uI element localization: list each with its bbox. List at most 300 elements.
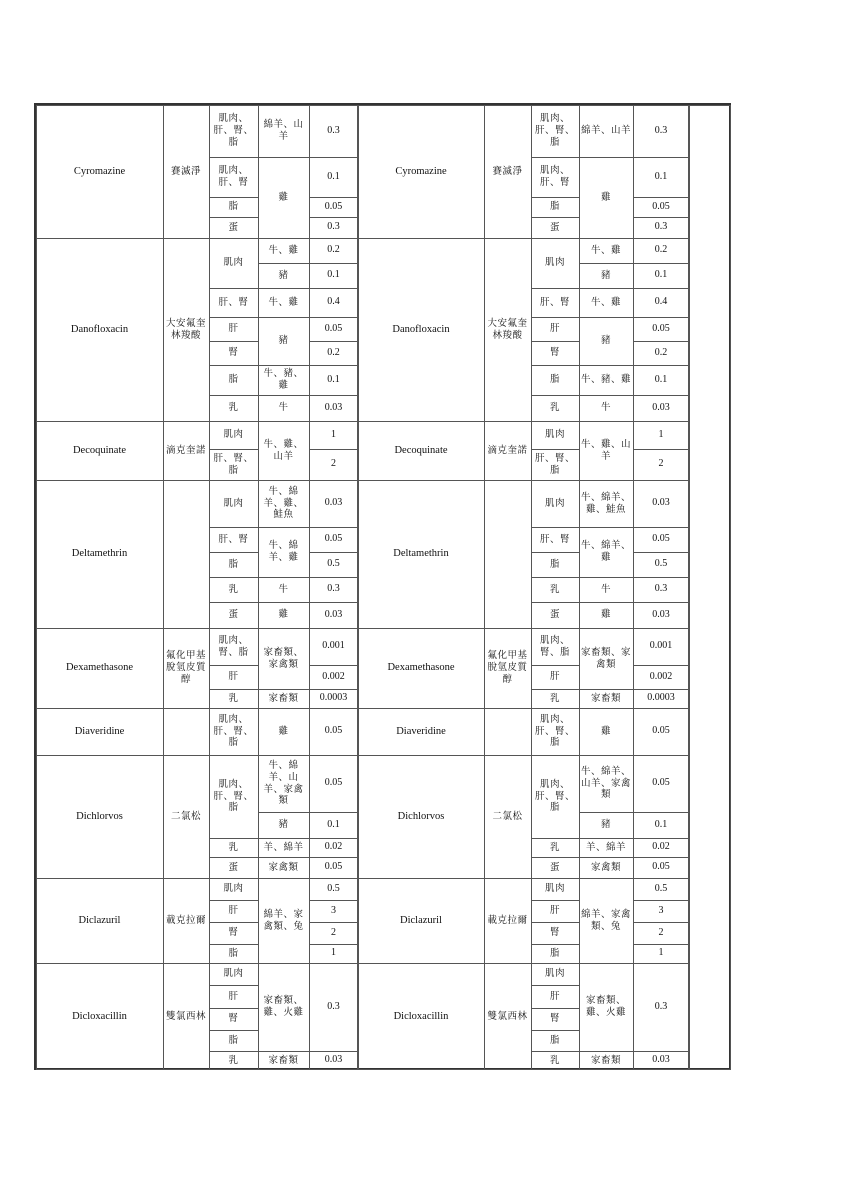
tissue-cell-text: 腎	[549, 1013, 560, 1025]
tissue-cell	[211, 878, 256, 900]
limit-value-cell-text: 1	[658, 428, 664, 440]
tissue-cell	[533, 552, 577, 577]
tissue-cell	[211, 838, 256, 857]
grid-vline	[309, 105, 310, 238]
tissue-cell	[533, 421, 577, 449]
limit-value-cell-text: 0.5	[654, 558, 668, 570]
tissue-cell	[211, 985, 256, 1008]
limit-value-cell	[635, 665, 687, 689]
limit-value-cell	[311, 157, 356, 197]
limit-value-cell	[311, 689, 356, 708]
species-cell	[260, 365, 307, 395]
grid-vline	[258, 708, 259, 755]
limit-value-cell-text: 0.05	[652, 777, 670, 789]
limit-value-cell	[635, 689, 687, 708]
tissue-cell-text: 脂	[549, 1034, 560, 1046]
tissue-cell	[533, 395, 577, 421]
tissue-cell	[533, 449, 577, 480]
limit-value-cell-text: 0.5	[327, 882, 340, 894]
tissue-cell	[211, 317, 256, 341]
grid-vline	[163, 963, 164, 1070]
grid-vline	[579, 755, 580, 878]
limit-value-cell-text: 1	[331, 947, 336, 959]
tissue-cell-text: 肝、腎	[539, 296, 570, 308]
limit-value-cell	[635, 105, 687, 157]
grid-vline	[579, 878, 580, 963]
tissue-cell	[211, 421, 256, 449]
drug-chinese-name-text: 載克拉爾	[487, 914, 528, 926]
limit-value-cell	[311, 449, 356, 480]
tissue-cell	[211, 755, 256, 838]
tissue-cell-text: 乳	[549, 583, 560, 595]
limit-value-cell-text: 0.02	[324, 841, 343, 853]
species-cell	[260, 708, 307, 755]
tissue-cell-text: 腎	[228, 347, 239, 359]
grid-vline	[163, 708, 164, 755]
grid-vline	[258, 963, 259, 1070]
limit-value-cell-text: 0.3	[327, 221, 340, 233]
species-cell-text: 牛、雞	[268, 296, 299, 308]
limit-value-cell	[311, 263, 356, 288]
species-cell	[260, 838, 307, 857]
grid-vline	[579, 708, 580, 755]
grid-vline	[209, 963, 210, 1070]
species-cell	[581, 602, 631, 628]
limit-value-cell-text: 3	[658, 904, 664, 916]
grid-vline	[309, 421, 310, 480]
tissue-cell	[533, 689, 577, 708]
species-cell	[581, 263, 631, 288]
species-cell-text: 雞	[278, 609, 289, 621]
tissue-cell-text: 脂	[228, 947, 239, 959]
tissue-cell	[211, 665, 256, 689]
tissue-cell	[211, 577, 256, 602]
tissue-cell-text: 乳	[228, 402, 239, 414]
tissue-cell	[211, 552, 256, 577]
species-cell	[581, 708, 631, 755]
limit-value-cell-text: 0.3	[654, 583, 668, 595]
grid-vline	[633, 755, 634, 878]
limit-value-cell-text: 0.5	[654, 882, 668, 894]
drug-chinese-name-text: 滴克奎諾	[166, 444, 207, 456]
limit-value-cell-text: 0.1	[654, 818, 668, 830]
tissue-cell-text: 肌肉、肝、腎	[539, 165, 570, 188]
species-cell	[581, 689, 631, 708]
limit-value-cell	[311, 1051, 356, 1070]
tissue-cell	[533, 217, 577, 238]
tissue-cell-text: 脂	[549, 374, 560, 386]
limit-value-cell	[311, 922, 356, 944]
species-cell	[581, 755, 631, 812]
species-cell	[260, 755, 307, 812]
tissue-cell-text: 蛋	[228, 221, 239, 233]
tissue-cell-text: 脂	[549, 558, 560, 570]
tissue-cell	[533, 157, 577, 197]
drug-chinese-name	[487, 105, 528, 238]
species-cell-text: 牛、綿羊、雞、鮭魚	[581, 491, 632, 515]
grid-vline	[209, 480, 210, 628]
species-cell-text: 雞	[278, 725, 289, 737]
limit-value-cell	[311, 755, 356, 812]
grid-vline	[163, 105, 164, 238]
grid-vline	[309, 480, 310, 628]
tissue-cell	[211, 900, 256, 922]
limit-value-cell	[635, 900, 687, 922]
species-cell-text: 牛	[278, 402, 289, 414]
limit-value-cell-text: 0.1	[327, 373, 340, 385]
drug-chinese-name	[166, 480, 206, 628]
species-cell-text: 家畜類、雞、火雞	[263, 995, 304, 1018]
species-cell	[260, 317, 307, 365]
drug-chinese-name-text: 賽滅淨	[170, 165, 201, 177]
tissue-cell	[533, 985, 577, 1008]
tissue-cell	[211, 105, 256, 157]
species-cell	[260, 963, 307, 1051]
drug-name	[36, 963, 163, 1070]
drug-name	[358, 421, 484, 480]
species-cell-text: 牛、綿羊、山羊、家禽類	[263, 759, 304, 807]
tissue-cell	[211, 1008, 256, 1030]
tissue-cell-text: 肌肉、肝、腎、脂	[534, 113, 575, 148]
species-cell	[581, 577, 631, 602]
tissue-cell-text: 肝、腎	[218, 296, 249, 308]
species-cell-text: 雞	[278, 191, 289, 203]
drug-chinese-name	[487, 878, 528, 963]
limit-value-cell	[635, 263, 687, 288]
species-cell	[581, 395, 631, 421]
species-cell	[581, 1051, 631, 1070]
limit-value-cell-text: 0.05	[652, 725, 670, 737]
tissue-cell	[211, 527, 256, 552]
limit-value-cell-text: 0.03	[652, 1054, 670, 1066]
limit-value-cell-text: 0.05	[324, 200, 343, 212]
limit-value-cell-text: 0.3	[654, 1000, 668, 1012]
tissue-cell-text: 肝	[228, 323, 239, 335]
tissue-cell-text: 肌肉	[223, 497, 244, 509]
limit-value-cell	[635, 628, 687, 665]
tissue-cell-text: 肌肉	[223, 968, 244, 980]
grid-vline	[531, 708, 532, 755]
grid-vline	[579, 628, 580, 708]
grid-vline	[484, 238, 485, 421]
tissue-cell	[211, 857, 256, 878]
species-cell	[260, 602, 307, 628]
tissue-cell	[533, 838, 577, 857]
grid-vline	[163, 628, 164, 708]
tissue-cell-text: 肌肉	[223, 429, 244, 441]
drug-name-text: Dexamethasone	[387, 662, 455, 674]
species-cell	[260, 1051, 307, 1070]
species-cell-text: 豬	[600, 335, 611, 347]
species-cell-text: 家畜類、家禽類	[581, 646, 632, 670]
limit-value-cell-text: 0.2	[327, 346, 340, 358]
grid-vline	[258, 105, 259, 238]
species-cell-text: 綿羊、山羊	[263, 119, 304, 142]
drug-name	[36, 105, 163, 238]
drug-name-text: Danofloxacin	[70, 323, 129, 335]
limit-value-cell-text: 0.2	[654, 346, 668, 358]
tissue-cell-text: 肝	[549, 671, 560, 683]
tissue-cell	[533, 527, 577, 552]
limit-value-cell-text: 0.1	[654, 170, 668, 182]
species-cell	[581, 480, 631, 527]
drug-chinese-name-text: 二氯松	[492, 810, 523, 822]
limit-value-cell	[311, 421, 356, 449]
tissue-cell	[211, 628, 256, 665]
species-cell-text: 豬	[278, 819, 289, 831]
limit-value-cell	[635, 217, 687, 238]
tissue-cell	[211, 1030, 256, 1051]
species-cell-text: 家畜類、家禽類	[263, 646, 304, 670]
limit-value-cell-text: 2	[658, 926, 664, 938]
tissue-cell	[533, 317, 577, 341]
grid-vline	[258, 421, 259, 480]
grid-vline	[484, 105, 485, 238]
limit-value-cell-text: 0.03	[652, 401, 670, 413]
species-cell	[260, 157, 307, 238]
drug-chinese-name	[487, 421, 528, 480]
tissue-cell	[211, 288, 256, 317]
limit-value-cell-text: 0.05	[652, 322, 670, 334]
limit-value-cell	[311, 197, 356, 217]
limit-value-cell	[635, 341, 687, 365]
limit-value-cell-text: 2	[331, 926, 336, 938]
tissue-cell-text: 肝	[228, 905, 239, 917]
species-cell	[581, 527, 631, 577]
limit-value-cell	[635, 449, 687, 480]
species-cell-text: 牛、豬、雞	[581, 374, 632, 386]
species-cell-text: 雞	[600, 725, 611, 737]
grid-vline	[531, 963, 532, 1070]
limit-value-cell	[635, 602, 687, 628]
limit-value-cell	[311, 878, 356, 900]
tissue-cell-text: 腎	[228, 927, 239, 939]
species-cell	[581, 628, 631, 689]
limit-value-cell	[311, 395, 356, 421]
grid-vline	[309, 878, 310, 963]
drug-name-text: Diaveridine	[396, 725, 446, 737]
limit-value-cell-text: 0.05	[324, 725, 343, 737]
species-cell	[581, 157, 631, 238]
tissue-cell	[533, 1008, 577, 1030]
limit-value-cell-text: 0.03	[324, 497, 343, 509]
grid-vline	[309, 708, 310, 755]
limit-value-cell	[311, 812, 356, 838]
limit-value-cell-text: 1	[331, 428, 336, 440]
tissue-cell-text: 肌肉、肝、腎	[218, 165, 249, 188]
limit-value-cell	[635, 157, 687, 197]
limit-value-cell	[635, 365, 687, 395]
tissue-cell	[211, 480, 256, 527]
limit-value-cell	[311, 838, 356, 857]
tissue-cell-text: 肌肉	[544, 429, 565, 441]
tissue-cell	[533, 105, 577, 157]
drug-name	[36, 480, 163, 628]
tissue-cell-text: 腎	[549, 927, 560, 939]
tissue-cell	[211, 1051, 256, 1070]
grid-vline	[163, 755, 164, 878]
limit-value-cell	[311, 217, 356, 238]
grid-vline	[258, 238, 259, 421]
tissue-cell	[533, 944, 577, 963]
drug-chinese-name	[166, 421, 206, 480]
tissue-cell-text: 脂	[228, 1034, 239, 1046]
tissue-cell-text: 肝、腎	[539, 533, 570, 545]
limit-value-cell	[311, 944, 356, 963]
species-cell	[260, 105, 307, 157]
species-cell	[260, 689, 307, 708]
tissue-cell-text: 乳	[228, 583, 239, 595]
drug-name	[358, 963, 484, 1070]
drug-chinese-name	[166, 878, 206, 963]
species-cell	[260, 263, 307, 288]
species-cell-text: 牛、雞、山羊	[581, 438, 632, 462]
tissue-cell	[533, 900, 577, 922]
grid-vline	[209, 421, 210, 480]
tissue-cell-text: 蛋	[228, 861, 239, 873]
grid-vline	[579, 238, 580, 421]
species-cell-text: 家禽類	[590, 861, 621, 873]
limit-value-cell	[311, 665, 356, 689]
tissue-cell	[533, 197, 577, 217]
species-cell	[260, 878, 307, 963]
species-cell	[260, 238, 307, 263]
species-cell-text: 牛、豬、雞	[263, 368, 304, 391]
limit-value-cell	[635, 238, 687, 263]
species-cell-text: 綿羊、家禽類、兔	[263, 908, 304, 932]
grid-vline	[531, 421, 532, 480]
limit-value-cell	[635, 755, 687, 812]
drug-chinese-name-text: 載克拉爾	[166, 914, 207, 926]
limit-value-cell-text: 0.3	[327, 124, 340, 136]
species-cell	[581, 105, 631, 157]
tissue-cell-text: 脂	[228, 374, 239, 386]
tissue-cell-text: 肌肉	[544, 497, 565, 509]
drug-chinese-name	[487, 480, 528, 628]
limit-value-cell	[311, 105, 356, 157]
tissue-cell-text: 肌肉、腎、脂	[218, 634, 249, 658]
species-cell-text: 牛、雞	[590, 244, 621, 256]
grid-vline	[309, 755, 310, 878]
species-cell	[581, 857, 631, 878]
limit-value-cell	[311, 238, 356, 263]
drug-chinese-name-text: 滴克奎諾	[487, 444, 528, 456]
limit-value-cell	[311, 317, 356, 341]
tissue-cell-text: 肝	[228, 671, 239, 683]
species-cell-text: 豬	[600, 269, 611, 281]
tissue-cell	[533, 238, 577, 288]
grid-vline	[209, 755, 210, 878]
drug-chinese-name	[166, 755, 206, 878]
limit-value-cell-text: 0.0003	[647, 692, 675, 704]
tissue-cell	[533, 708, 577, 755]
tissue-cell	[533, 755, 577, 838]
limit-value-cell-text: 0.03	[652, 608, 670, 620]
species-cell	[581, 365, 631, 395]
drug-name	[358, 755, 484, 878]
tissue-cell-text: 肌肉	[544, 968, 565, 980]
limit-value-cell	[635, 708, 687, 755]
drug-name	[36, 878, 163, 963]
tissue-cell	[533, 628, 577, 665]
limit-value-cell-text: 2	[331, 458, 336, 470]
grid-vline	[531, 105, 532, 238]
species-cell-text: 牛、綿羊、雞	[581, 540, 632, 563]
tissue-cell-text: 肝、腎	[218, 533, 249, 545]
limit-value-cell-text: 0.3	[327, 583, 340, 595]
tissue-cell	[211, 602, 256, 628]
grid-vline	[531, 480, 532, 628]
drug-name	[358, 878, 484, 963]
drug-chinese-name	[166, 708, 206, 755]
tissue-cell-text: 蛋	[549, 861, 560, 873]
limit-value-cell	[635, 577, 687, 602]
limit-value-cell-text: 0.1	[327, 170, 340, 182]
limit-value-cell-text: 0.2	[654, 244, 668, 256]
drug-name-text: Dicloxacillin	[72, 1010, 127, 1022]
tissue-cell-text: 乳	[549, 841, 560, 853]
tissue-cell-text: 肌肉、肝、腎、脂	[534, 778, 575, 814]
drug-name	[36, 421, 163, 480]
species-cell-text: 牛、雞	[590, 296, 621, 308]
limit-value-cell-text: 0.05	[324, 861, 343, 873]
grid-vline	[209, 878, 210, 963]
limit-value-cell	[635, 878, 687, 900]
drug-name	[358, 238, 484, 421]
limit-value-cell	[311, 552, 356, 577]
tissue-cell-text: 脂	[228, 558, 239, 570]
tissue-cell-text: 肝	[549, 323, 560, 335]
tissue-cell	[211, 922, 256, 944]
limit-value-cell	[311, 480, 356, 527]
species-cell	[260, 480, 307, 527]
limit-value-cell-text: 0.03	[324, 608, 343, 620]
drug-chinese-name	[166, 238, 206, 421]
drug-name	[358, 105, 484, 238]
tissue-cell	[211, 157, 256, 197]
drug-name	[36, 708, 163, 755]
tissue-cell-text: 肌肉、肝、腎、脂	[213, 713, 254, 749]
species-cell	[260, 812, 307, 838]
grid-vline	[633, 238, 634, 421]
limit-value-cell	[311, 857, 356, 878]
limit-value-cell	[635, 197, 687, 217]
limit-value-cell	[311, 365, 356, 395]
limit-value-cell-text: 0.05	[324, 533, 343, 545]
tissue-cell	[533, 365, 577, 395]
species-cell	[581, 963, 631, 1051]
drug-name	[36, 628, 163, 708]
species-cell-text: 家畜類、雞、火雞	[585, 995, 626, 1018]
species-cell-text: 雞	[600, 191, 611, 203]
species-cell-text: 綿羊、家禽類、兔	[581, 908, 632, 932]
species-cell-text: 羊、綿羊	[585, 841, 626, 853]
drug-name-text: Diclazuril	[400, 914, 442, 926]
drug-name-text: Diclazuril	[78, 914, 121, 926]
species-cell-text: 豬	[278, 269, 289, 281]
tissue-cell	[211, 963, 256, 985]
species-cell	[581, 288, 631, 317]
species-cell-text: 牛	[600, 583, 611, 595]
drug-name-text: Cyromazine	[73, 165, 126, 177]
tissue-cell-text: 蛋	[549, 609, 560, 621]
drug-name-text: Deltamethrin	[71, 548, 128, 560]
species-cell-text: 家畜類	[590, 1054, 621, 1066]
species-cell-text: 家禽類	[268, 861, 299, 873]
tissue-cell	[533, 1030, 577, 1051]
grid-vline	[531, 238, 532, 421]
limit-value-cell-text: 0.002	[322, 670, 345, 682]
